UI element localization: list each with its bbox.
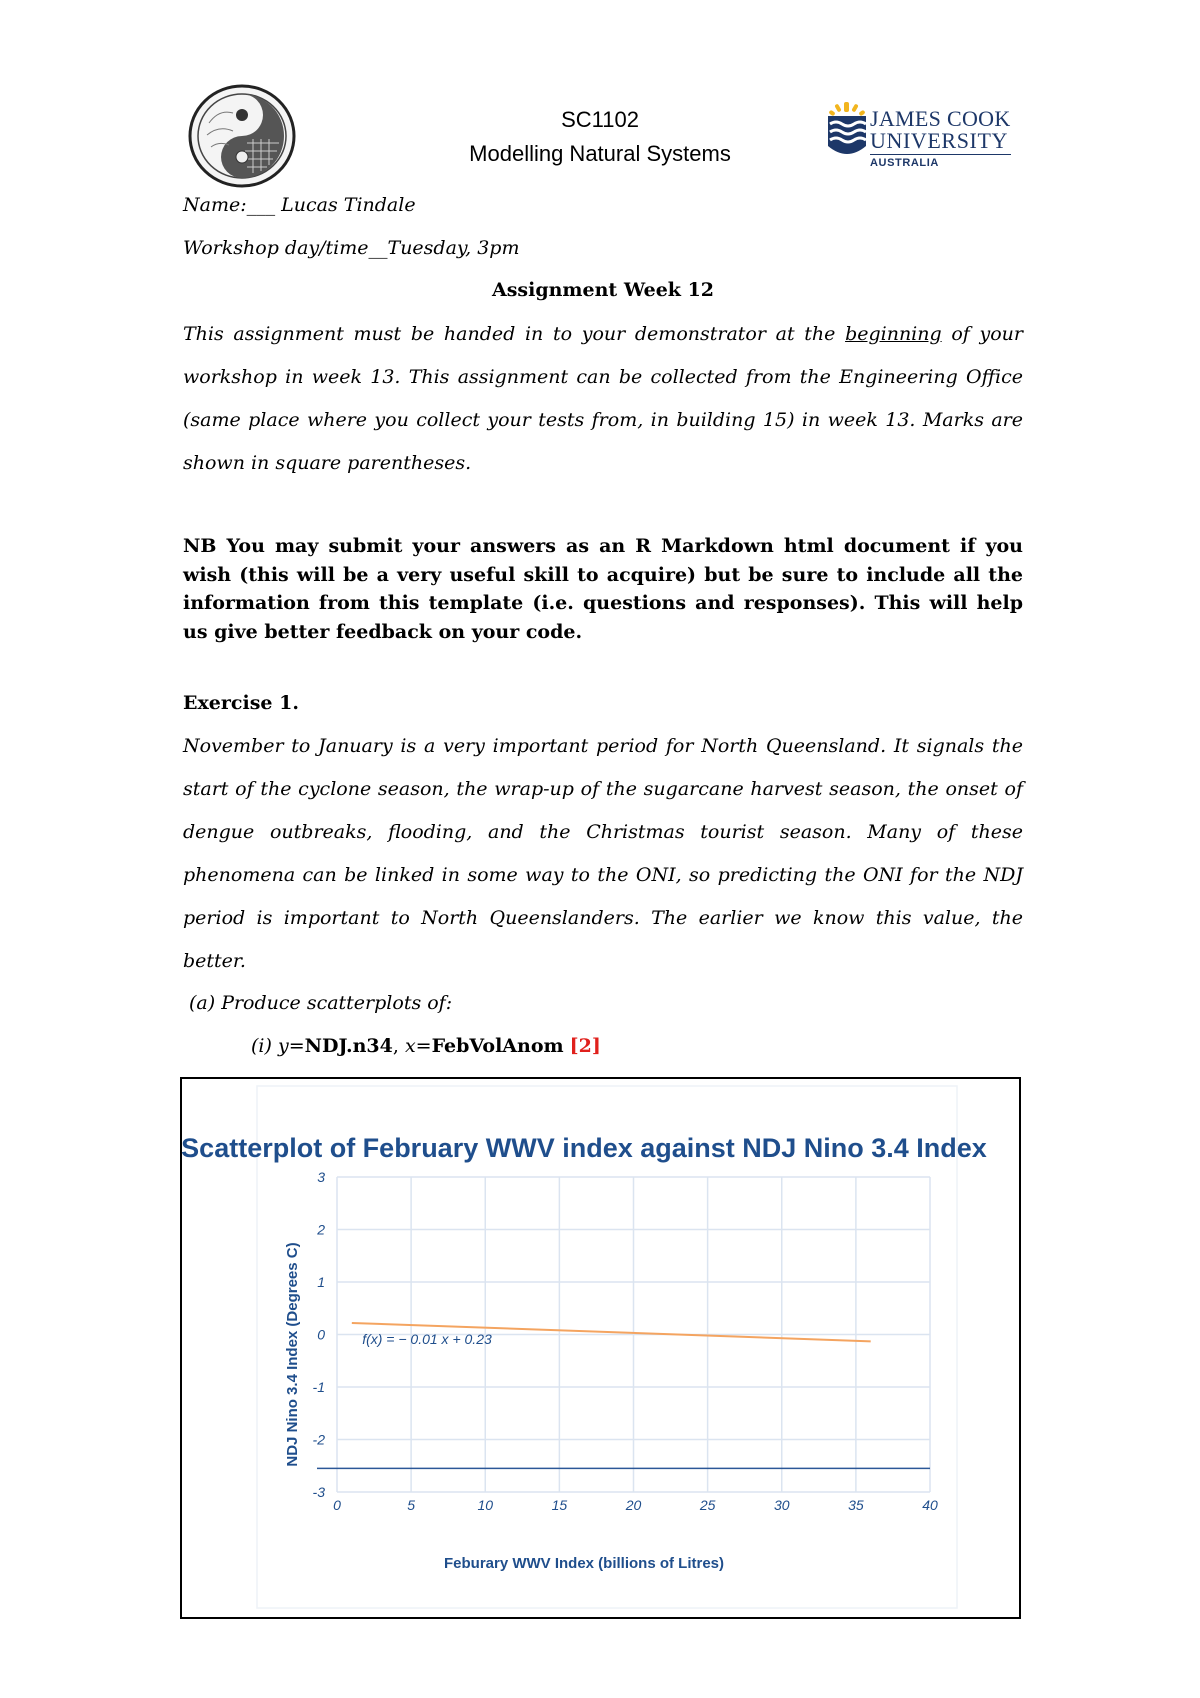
part-a-sub-i: [251, 1034, 601, 1058]
sub-i-prefix: (i): [251, 1035, 278, 1057]
jcu-name-line1: JAMES COOK: [870, 106, 1011, 131]
x-tick-label: 0: [333, 1497, 341, 1513]
x-tick-label: 20: [625, 1497, 642, 1513]
name-label: Name:___: [183, 194, 276, 216]
chart-area-border: [257, 1086, 957, 1608]
x-tick-label: 10: [477, 1497, 494, 1513]
nb-note: NB You may submit your answers as an R Markdown html document if you wish (this will be a very useful skill to acquire) but be sure to include all the information from this template (i.e. questions and responses). This will help us give better feedback on your code.: [183, 535, 1023, 643]
instructions-paragraph: [183, 313, 1023, 485]
y-tick-label: -1: [312, 1379, 325, 1395]
sub-i-sep: ,: [392, 1035, 405, 1057]
y-axis-label: NDJ Nino 3.4 Index (Degrees C): [284, 1242, 301, 1467]
course-header: [350, 103, 850, 171]
course-title: Modelling Natural Systems: [469, 141, 731, 166]
workshop-line: [183, 236, 1023, 260]
y-tick-label: 0: [317, 1326, 325, 1343]
workshop-label: Workshop day/time__: [183, 237, 388, 259]
x-tick-label: 25: [699, 1497, 716, 1513]
jcu-wordmark: [870, 108, 1011, 171]
jcu-country: AUSTRALIA: [870, 154, 1011, 171]
y-tick-label: 3: [317, 1169, 325, 1185]
instructions-part2: of your workshop in week 13. This assignment can be collected from the Engineering Office (same place where you collect your tests from, in building 15) in week 13. Marks are shown in square parentheses.: [183, 323, 1023, 474]
x-tick-label: 5: [407, 1497, 416, 1513]
x-tick-label: 40: [922, 1497, 938, 1513]
sub-i-yvar: NDJ.n34: [304, 1035, 393, 1057]
y-tick-label: -2: [312, 1431, 325, 1448]
sub-i-xvar: FebVolAnom: [431, 1035, 564, 1057]
x-tick-label: 15: [551, 1497, 568, 1513]
sub-i-mark: [2]: [569, 1035, 601, 1057]
jcu-name-line2: UNIVERSITY: [870, 128, 1008, 153]
assignment-title: Assignment Week 12: [491, 279, 715, 301]
sub-i-x: x: [404, 1035, 416, 1057]
y-tick-label: -3: [312, 1484, 325, 1500]
x-axis-label: Feburary WWV Index (billions of Litres): [443, 1555, 725, 1572]
sub-i-y: y: [277, 1035, 289, 1057]
instructions-part1: This assignment must be handed in to your demonstrator at the: [183, 323, 846, 345]
course-code: SC1102: [561, 107, 639, 132]
sub-i-eq2: =: [415, 1035, 432, 1057]
chart-title: Scatterplot of February WWV index against NDJ Nino 3.4 Index: [181, 1133, 987, 1163]
scatterplot-chart: [180, 1077, 1021, 1619]
instructions-underlined: beginning: [845, 323, 942, 345]
workshop-value: Tuesday, 3pm: [387, 237, 520, 259]
sub-i-eq1: =: [288, 1035, 305, 1057]
trendline-equation: f(x) = − 0.01 x + 0.23: [362, 1330, 492, 1347]
y-tick-label: 2: [317, 1221, 325, 1238]
part-a-prompt: (a) Produce scatterplots of:: [189, 992, 453, 1014]
exercise-title: Exercise 1.: [183, 692, 299, 714]
y-tick-label: 1: [317, 1274, 325, 1290]
name-value: Lucas Tindale: [281, 194, 416, 216]
x-tick-label: 30: [773, 1497, 790, 1513]
student-name-line: [183, 193, 1023, 217]
exercise-description: November to January is a very important period for North Queensland. It signals the start of the cyclone season, the wrap-up of the sugarcane harvest season, the onset of dengue outbreaks, flooding, and the Christmas tourist season. Many of these phenomena can be linked in some way to the ONI, so predicting the ONI for the NDJ period is important to North Queenslanders. The earlier we know this value, the better.: [183, 735, 1023, 972]
x-tick-label: 35: [848, 1497, 864, 1513]
course-seal-logo: [187, 83, 297, 189]
